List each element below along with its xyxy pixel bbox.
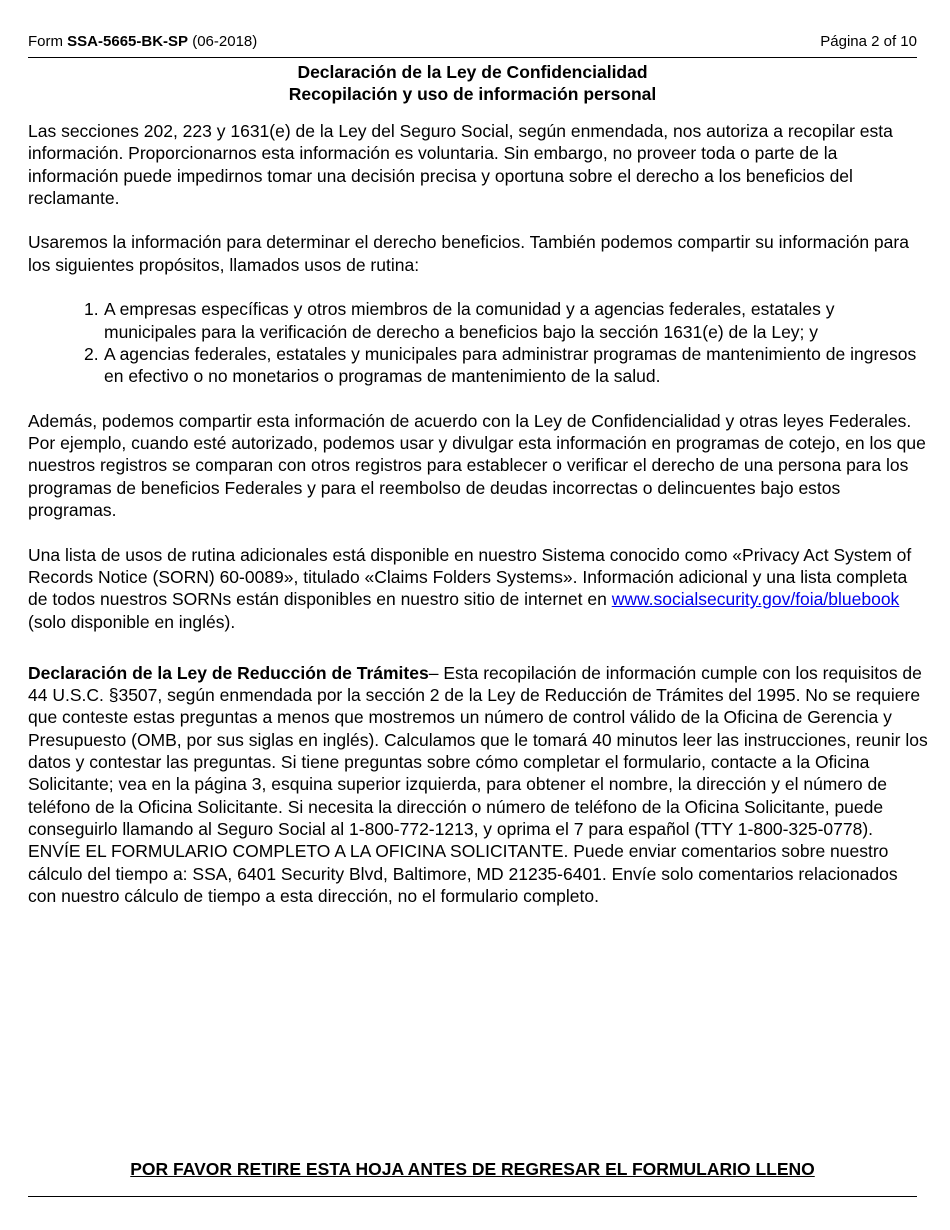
removal-instruction-text: POR FAVOR RETIRE ESTA HOJA ANTES DE REGRESAR EL FORMULARIO LLENO <box>130 1159 815 1179</box>
routine-uses-list <box>28 298 928 387</box>
list-item-text: A empresas específicas y otros miembros de la comunidad y a agencias federales, estatales y municipales para la verificación de derecho a beneficios bajo la sección 1631(e) de la Ley; y <box>104 299 835 342</box>
form-date: (06-2018) <box>188 33 258 50</box>
privacy-paragraph-4-text: Una lista de usos de rutina adicionales está disponible en nuestro Sistema conocido como «Privacy Act System of Records Notice (SORN) 60-0089», titulado «Claims Folders Systems». Información adicional y una lista completa de todos nuestros SORNs están disponibles en nuestro sitio de internet en <box>28 544 912 610</box>
paperwork-heading: Declaración de la Ley de Reducción de Trámites <box>28 662 429 683</box>
paperwork-body: – Esta recopilación de información cumple con los requisitos de 44 U.S.C. §3507, según enmendada por la sección 2 de la Ley de Reducción de Trámites del 1995. No se requiere que conteste estas preguntas a menos que mostremos un número de control válido de la Oficina de Gerencia y Presupuesto (OMB, por sus siglas en inglés). Calculamos que le tomará 40 minutos leer las instrucciones, reunir los datos y contestar las preguntas. Si tiene preguntas sobre cómo completar el formulario, contacte a la Oficina Solicitante; vea en la página 3, esquina superior izquierda, para obtener el nombre, la dirección y el número de teléfono de la Oficina Solicitante. Si necesita la dirección o número de teléfono de la Oficina Solicitante, puede conseguirlo llamando al Seguro Social al 1-800-772-1213, y oprima el 7 para español (TTY 1-800-325-0778). ENVÍE EL FORMULARIO COMPLETO A LA OFICINA SOLICITANTE. Puede enviar comentarios sobre nuestro cálculo del tiempo a: SSA, 6401 Security Blvd, Baltimore, MD 21235-6401. Envíe solo comentarios relacionados con nuestro cálculo de tiempo a esta dirección, no el formulario completo. <box>28 662 928 906</box>
privacy-paragraph-3: Además, podemos compartir esta información de acuerdo con la Ley de Confidencialidad y otras leyes Federales. Por ejemplo, cuando esté autorizado, podemos usar y divulgar esta información en programas de cotejo, en los que nuestros registros se comparan con otros registros para establecer o verificar el derecho de una persona para los programas de beneficios Federales y para el reembolso de deudas incorrectas o delincuentes bajo estos programas. <box>28 410 926 521</box>
bluebook-link[interactable]: www.socialsecurity.gov/foia/bluebook <box>611 589 900 610</box>
form-number: SSA-5665-BK-SP <box>67 33 189 50</box>
page-number: Página 2 of 10 <box>820 33 917 50</box>
list-item-number: 1. <box>84 299 99 320</box>
privacy-paragraph-2: Usaremos la información para determinar el derecho beneficios. También podemos compartir su información para los siguientes propósitos, llamados usos de rutina: <box>28 232 909 275</box>
privacy-paragraph-4-suffix: (solo disponible en inglés). <box>28 611 236 632</box>
privacy-title: Declaración de la Ley de Confidencialidad <box>297 62 648 82</box>
form-page <box>28 0 928 1230</box>
paperwork-paragraph <box>28 662 928 907</box>
list-item-number: 2. <box>84 343 99 364</box>
removal-instruction <box>28 1158 917 1180</box>
list-item <box>84 343 928 388</box>
page-header <box>28 32 917 54</box>
document-body <box>28 120 928 907</box>
privacy-paragraph-1: Las secciones 202, 223 y 1631(e) de la Ley del Seguro Social, según enmendada, nos autoriza a recopilar esta información. Proporcionarnos esta información es voluntaria. Sin embargo, no proveer toda o parte de la información puede impedirnos tomar una decisión precisa y oportuna sobre el derecho a los beneficios del reclamante. <box>28 121 893 208</box>
privacy-paragraph-4 <box>28 544 928 633</box>
form-identifier <box>28 32 257 52</box>
list-item-text: A agencias federales, estatales y municipales para administrar programas de mantenimiento de ingresos en efectivo o no monetarios o programas de mantenimiento de la salud. <box>104 343 917 387</box>
form-prefix: Form <box>28 33 68 50</box>
privacy-subtitle: Recopilación y uso de información personal <box>288 84 657 104</box>
privacy-title-block <box>28 61 917 105</box>
list-item <box>84 298 928 343</box>
footer-divider <box>28 1196 917 1197</box>
header-divider <box>28 57 917 58</box>
